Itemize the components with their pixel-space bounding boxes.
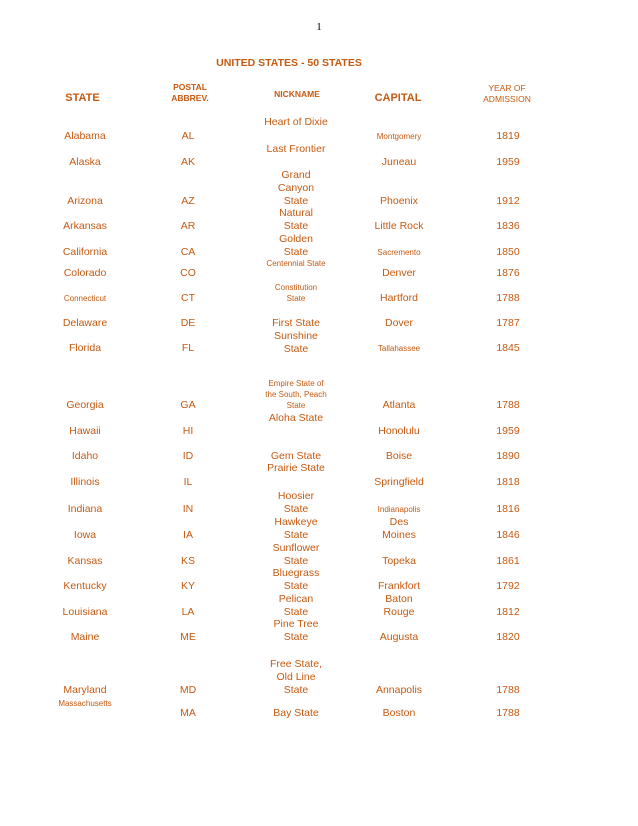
- cell-postal: CA: [180, 246, 196, 258]
- cell-year: 1890: [496, 450, 520, 462]
- cell-state: Georgia: [66, 399, 104, 411]
- cell-postal: HI: [182, 425, 194, 437]
- cell-year: 1876: [496, 267, 520, 279]
- cell-state: Kansas: [67, 555, 103, 567]
- cell-postal: IA: [183, 529, 193, 541]
- page-number: 1: [316, 21, 322, 33]
- cell-capital: Sacremento: [377, 248, 421, 257]
- cell-year: 1836: [496, 220, 520, 232]
- cell-year: 1959: [496, 425, 520, 437]
- cell-nickname: Bluegrass State: [272, 567, 320, 592]
- cell-nickname: Pelican State: [278, 593, 314, 618]
- cell-nickname: First State: [272, 317, 320, 329]
- cell-year: 1788: [496, 399, 520, 411]
- cell-capital: Springfield: [374, 476, 424, 488]
- cell-nickname: Hawkeye State: [274, 516, 318, 541]
- cell-nickname: Constitution State: [274, 283, 318, 303]
- cell-postal: FL: [181, 342, 195, 354]
- cell-state: California: [62, 246, 108, 258]
- cell-nickname: Free State, Old Line State: [270, 658, 322, 696]
- cell-year: 1816: [496, 503, 520, 515]
- cell-year: 1959: [496, 156, 520, 168]
- cell-year: 1819: [496, 130, 520, 142]
- cell-state: Florida: [68, 342, 102, 354]
- cell-nickname: Sunflower State: [272, 542, 320, 567]
- cell-postal: MD: [179, 684, 197, 696]
- cell-state: Hawaii: [69, 425, 101, 437]
- cell-postal: KY: [180, 580, 195, 592]
- header-state: STATE: [65, 92, 100, 104]
- cell-state: Indiana: [67, 503, 103, 515]
- cell-nickname: Centennial State: [266, 259, 326, 268]
- cell-capital: Topeka: [382, 555, 416, 567]
- cell-state: Kentucky: [63, 580, 107, 592]
- cell-postal: AR: [180, 220, 196, 232]
- cell-postal: AK: [180, 156, 195, 168]
- cell-postal: CO: [180, 267, 196, 279]
- cell-nickname: Heart of Dixie: [264, 116, 328, 128]
- cell-year: 1850: [496, 246, 520, 258]
- cell-state: Louisiana: [62, 606, 108, 618]
- cell-nickname: Natural State: [279, 207, 313, 232]
- cell-year: 1912: [496, 195, 520, 207]
- cell-capital: Tallahassee: [377, 344, 421, 353]
- cell-capital: Dover: [384, 317, 413, 329]
- cell-state: Arizona: [67, 195, 103, 207]
- cell-year: 1861: [496, 555, 520, 567]
- cell-capital: Frankfort: [377, 580, 420, 592]
- cell-year: 1788: [496, 292, 520, 304]
- cell-capital: Montgomery: [376, 132, 422, 141]
- cell-capital: Baton Rouge: [383, 593, 415, 618]
- cell-state: Illinois: [70, 476, 100, 488]
- cell-nickname: Grand Canyon State: [277, 169, 315, 207]
- cell-postal: IN: [182, 503, 194, 515]
- cell-year: 1788: [496, 707, 520, 719]
- cell-postal: AZ: [181, 195, 195, 207]
- cell-capital: Des Moines: [382, 516, 416, 541]
- cell-capital: Denver: [382, 267, 416, 279]
- cell-postal: MA: [180, 707, 196, 719]
- cell-capital: Juneau: [381, 156, 417, 168]
- cell-nickname: Hoosier State: [277, 490, 315, 515]
- cell-postal: ID: [182, 450, 194, 462]
- cell-year: 1818: [496, 476, 520, 488]
- cell-year: 1820: [496, 631, 520, 643]
- cell-postal: KS: [180, 555, 195, 567]
- header-nickname: NICKNAME: [274, 89, 320, 99]
- cell-state: Alaska: [69, 156, 101, 168]
- cell-state: Connecticut: [63, 294, 107, 303]
- cell-postal: ME: [180, 631, 196, 643]
- cell-nickname: Sunshine State: [274, 330, 318, 355]
- document-title: UNITED STATES - 50 STATES: [216, 57, 362, 69]
- cell-state: Maryland: [63, 684, 107, 696]
- cell-year: 1788: [496, 684, 520, 696]
- cell-postal: LA: [181, 606, 195, 618]
- cell-postal: CT: [181, 292, 195, 304]
- header-year: YEAR OF ADMISSION: [483, 83, 531, 104]
- cell-state: Massachusetts: [58, 699, 112, 708]
- cell-nickname: Golden State: [279, 233, 313, 258]
- cell-capital: Phoenix: [380, 195, 418, 207]
- cell-state: Maine: [70, 631, 100, 643]
- cell-postal: AL: [181, 130, 195, 142]
- cell-capital: Indianapolis: [377, 505, 421, 514]
- cell-capital: Augusta: [379, 631, 419, 643]
- cell-capital: Little Rock: [374, 220, 424, 232]
- cell-state: Idaho: [71, 450, 99, 462]
- cell-postal: IL: [183, 476, 193, 488]
- cell-year: 1846: [496, 529, 520, 541]
- cell-state: Delaware: [62, 317, 108, 329]
- cell-state: Iowa: [73, 529, 97, 541]
- cell-postal: DE: [180, 317, 196, 329]
- cell-nickname: Aloha State: [268, 412, 324, 424]
- cell-year: 1787: [496, 317, 520, 329]
- cell-capital: Boise: [385, 450, 413, 462]
- cell-nickname: Pine Tree State: [273, 618, 319, 643]
- cell-year: 1845: [496, 342, 520, 354]
- cell-postal: GA: [180, 399, 196, 411]
- cell-state: Colorado: [63, 267, 107, 279]
- cell-nickname: Last Frontier: [266, 143, 326, 155]
- cell-year: 1792: [496, 580, 520, 592]
- cell-state: Arkansas: [63, 220, 107, 232]
- cell-capital: Annapolis: [375, 684, 423, 696]
- cell-state: Alabama: [64, 130, 106, 142]
- cell-year: 1812: [496, 606, 520, 618]
- cell-capital: Boston: [382, 707, 416, 719]
- cell-nickname: Gem State: [270, 450, 322, 462]
- cell-capital: Hartford: [380, 292, 418, 304]
- cell-capital: Atlanta: [382, 399, 416, 411]
- cell-nickname: Empire State of the South, Peach State: [265, 379, 327, 410]
- cell-nickname: Bay State: [273, 707, 319, 719]
- header-capital: CAPITAL: [374, 92, 422, 104]
- cell-nickname: Prairie State: [267, 462, 325, 474]
- header-postal: POSTAL ABBREV.: [171, 82, 209, 103]
- cell-capital: Honolulu: [378, 425, 420, 437]
